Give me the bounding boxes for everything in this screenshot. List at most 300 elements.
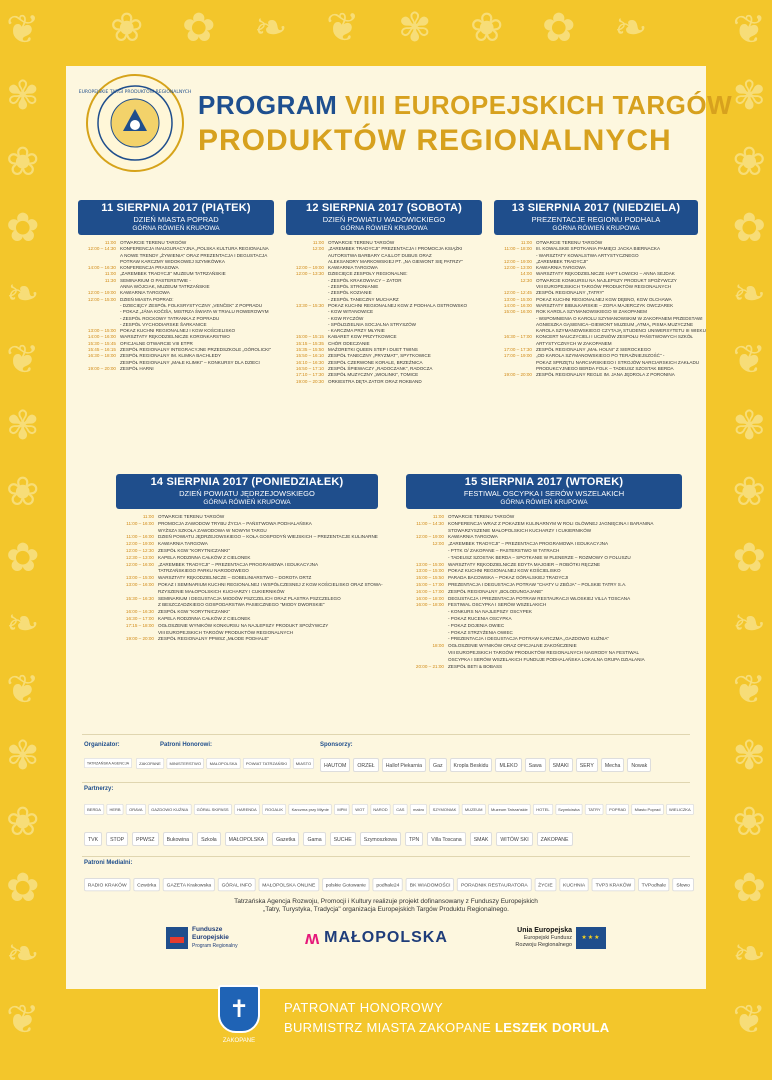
crest-label: ZAKOPANE [222, 1038, 256, 1044]
event-row [406, 548, 682, 555]
sponsor-logo: PPWSZ [132, 832, 158, 846]
event-row [406, 623, 682, 630]
sponsor-logo: ZAKOPANE [136, 758, 164, 769]
organizer-label: Organizator: [84, 742, 120, 748]
event-text: PARADA BACOWSKA – POKAZ GÓRALSKIEJ TRADYCJI [448, 575, 569, 581]
event-text: ROK KAROLA SZYMANOWSKIEGO W ZAKOPANEM [536, 309, 647, 315]
event-text: A NOWE TRENDY „ŻYWIENIA" ORAZ PREZENTACJA I DEGUSTACJA [120, 252, 268, 258]
event-row [406, 643, 682, 650]
media-label: Patroni Medialni: [84, 860, 133, 866]
event-time: 16:50 – 17:10 [295, 365, 324, 371]
sponsor-logo: POWIAT TATRZAŃSKI [243, 758, 291, 769]
sponsor-logo: TVPodhale [638, 878, 670, 891]
sponsor-logo: TATRZAŃSKA AGENCJA [84, 758, 132, 768]
sponsor-logo: Kropla Beskidu [450, 758, 493, 772]
sponsor-logo: Bukowina [163, 832, 194, 846]
sponsor-logo: PORADNIK RESTAURATORA [457, 878, 531, 891]
event-text: RZYSZENIE MAŁOPOLSKICH KUCHARZY I CUKIERNIKÓW [158, 588, 285, 594]
event-time: 14:00 – 16:00 [503, 302, 532, 308]
sponsor-logo: HERB [106, 804, 123, 815]
event-text: TATRZAŃSKIEGO PARKU NARODOWEGO [158, 568, 249, 574]
event-time: 13:00 – 16:00 [125, 581, 154, 587]
event-time: 11:00 – 18:00 [504, 246, 532, 252]
event-time: 13:30 – 15:30 [295, 302, 324, 308]
event-time [116, 568, 158, 575]
event-text: OTWARCIE TERENU TARGÓW [536, 240, 603, 245]
event-time: 15:15 – 15:35 [295, 340, 324, 346]
sponsor-logo: SUCHE [330, 832, 356, 846]
patrons-label: Patroni Honorowi: [160, 742, 212, 748]
event-text: ZESPÓŁ REGIONALNY „MAŁ HOLNI" Z SIEROCKEGO [536, 347, 651, 353]
sponsor-logo: GAZDOWO KUŹNIA [148, 804, 191, 815]
event-row [78, 366, 274, 372]
sponsor-logo: TATRY [585, 804, 604, 815]
event-text: POKAZ KUCHNI REGIONALNEJ KGW KOŚCIELISKO [448, 568, 561, 574]
event-row [116, 514, 378, 521]
event-text: KAPELA RODZINNA CAŁKÓW Z CIELONEK [158, 615, 251, 621]
event-text: AGNIESZKA GĄSIENICA–GIEWONT MUZEUM „ATMA„ PISMA MUZYCZNE [536, 321, 694, 327]
event-time [406, 555, 448, 562]
ornament-icon: ❦ [732, 997, 766, 1043]
event-time: 13:00 – 15:00 [415, 561, 444, 567]
sponsor-logo: ZAKOPANE [537, 832, 573, 846]
event-row [116, 548, 378, 555]
ornament-icon: ❦ [6, 7, 40, 53]
event-text: - ZESPÓŁ KOZIANIE [328, 290, 372, 296]
ornament-icon: ❧ [732, 271, 766, 317]
event-time: 11:00 [520, 240, 532, 245]
event-time: 11:00 [432, 514, 444, 519]
title-rest: VIII EUROPEJSKICH TARGÓW [345, 90, 733, 120]
event-text: „OD KAROLA SZYMANOWSKIEGO PO TERAŹNIEJSZOŚĆ" - [536, 353, 665, 359]
event-text: DEGUSTACJA I PREZENTACJA POTRAW RESTAURACJI WŁOSKIEJ VILLA TOSCANA [448, 595, 631, 601]
event-time [406, 528, 448, 535]
sponsor-logo: SZYMONIAK [430, 804, 460, 815]
sponsors-label: Sponsorzy: [320, 742, 353, 748]
event-row [406, 575, 682, 582]
event-row [116, 521, 378, 528]
event-time: 16:00 – 17:00 [415, 588, 444, 594]
event-text: - TADEUSZ SZOSTAK BERDA – SPOTKANIE W PLENERZE – ROZMOWY O FOLUSZU [448, 554, 631, 560]
malopolska-logo [305, 928, 448, 949]
sponsor-logo: Muzeum Tatrzańskie [488, 804, 531, 815]
ornament-icon: ✾ [732, 73, 766, 119]
ornament-icon: ✿ [732, 865, 766, 911]
event-time: 11:00 – 14:30 [416, 520, 444, 526]
event-text: ANNA WÓJCIAK, MUZEUM TATRZAŃSKIE [120, 284, 210, 290]
day-header [406, 474, 682, 509]
event-text: SEMINARIUM I DEGUSTACJA MIODÓW PSZCZELICH ORAZ PLASTRA PSZCZELEGO [158, 595, 341, 601]
event-text: SEMINARIUM O PASTERSTWIE - [120, 277, 191, 283]
event-row [116, 568, 378, 575]
ornament-icon: ❦ [6, 337, 40, 383]
day-title: 11 SIERPNIA 2017 (PIĄTEK) [101, 202, 251, 214]
svg-text:EUROPEJSKIE TARGI PRODUKTÓW RE: EUROPEJSKIE TARGI PRODUKTÓW REGIONALNYCH [78, 90, 192, 95]
event-row [406, 602, 682, 609]
divider [82, 856, 690, 857]
event-text: OGŁOSZENIE WYNIKÓW KONKURSU NA NAJLEPSZY PRODUKT SPOŻYWCZY [158, 622, 329, 628]
event-text: III. KOWALSKIE SPOTKANIA PAMIĘCI JACKA BIERNACKA [536, 246, 661, 252]
event-time: 19:00 – 20:00 [503, 372, 532, 378]
day-place: GÓRNA RÓWIEŃ KRUPOWA [552, 225, 640, 232]
event-text: OTWARCIE KONKURSU NA NAJLEPSZY PRODUKT SPOŻYWCZY [536, 277, 677, 283]
event-time: 11:00 [142, 514, 154, 519]
event-time: 12:00 – 19:00 [295, 265, 324, 271]
ornament-icon: ❧ [614, 5, 648, 51]
event-time: 16:00 – 16:30 [125, 609, 154, 615]
eu-flag-icon: ★★★ [576, 927, 606, 949]
day-subtitle: DZIEŃ POWIATU JĘDRZEJOWSKIEGO [179, 489, 315, 498]
ornament-icon: ❀ [6, 799, 40, 845]
event-row [116, 555, 378, 562]
day-title: 14 SIERPNIA 2017 (PONIEDZIAŁEK) [150, 476, 344, 488]
event-time [406, 616, 448, 623]
event-row [116, 596, 378, 603]
event-text: DZIEŃ MIASTA POPRAD: [120, 296, 174, 302]
fe-line1: Fundusze [192, 926, 223, 933]
event-text: - POKAZ STRZYŻENIA OWIEC [448, 629, 513, 635]
event-row [406, 534, 682, 541]
event-row [116, 575, 378, 582]
event-text: STOWARZYSZENIE MAŁOPOLSKICH KUCHARZY I CUKIERNIKÓW [448, 527, 592, 533]
funding-text [176, 898, 596, 914]
event-time: 15:45 – 16:15 [87, 347, 116, 353]
ornament-icon: ❦ [732, 667, 766, 713]
funding-text-line2: „Tatry, Turystyka, Tradycja" organizacja Europejskich Targów Produktu Regionalnego. [263, 906, 509, 913]
fe-flag-icon [166, 927, 188, 949]
partner-logos-row2 [84, 832, 573, 846]
event-time: 11:00 [104, 271, 116, 277]
event-text: „ZAREMBEK TRADYCJI" – PREZENTACJA PROGRAMOWA I EDUKACYJNA [158, 561, 319, 567]
event-text: KAWIARNIA TARGOWA [328, 265, 378, 271]
event-text: - KGW WITANOWICE [328, 309, 374, 315]
event-text: - KARCZMA PRZY MŁYNIE [328, 328, 385, 334]
event-time: 12:00 [432, 541, 444, 547]
event-text: „ZAREMBEK TRADYCJI" PREZENTACJA I PROMOCJA KSIĄŻKI [328, 246, 463, 252]
day-place: GÓRNA RÓWIEŃ KRUPOWA [203, 499, 291, 506]
event-text: DZIECIĘCE ZESPOŁY REGIONALNE: [328, 271, 408, 277]
event-time: 17:15 – 18:00 [125, 622, 154, 628]
event-time: 11:00 [104, 240, 116, 245]
event-text: POKAZ KUCHNI REGIONALNEJ I KGW KOŚCIELISKO [120, 328, 236, 334]
sponsor-logo: CAS [393, 804, 407, 815]
event-text: ZESPÓŁ REGIONALNY „MAŁE KLIMKI" – KONKURSY DLA DZIECI [120, 359, 260, 365]
event-text: KONCERT NAUCZYCIELI I UCZNIÓW ZESPOŁU PAŃSTWOWYCH SZKÓŁ [536, 334, 693, 340]
sponsor-logo: ORZEŁ [353, 758, 378, 772]
sponsor-logo: TVP3 KRAKÓW [592, 878, 635, 891]
fe-line2: Europejskie [192, 934, 229, 941]
event-time: 19:00 – 20:00 [125, 636, 154, 642]
sponsor-logo: RADIO KRAKÓW [84, 878, 130, 891]
malopolska-text: MAŁOPOLSKA [324, 929, 448, 946]
event-row [116, 602, 378, 609]
fundusze-europejskie-logo [166, 926, 238, 950]
event-time [406, 630, 448, 637]
sponsor-logo: Nowak [627, 758, 651, 772]
event-time: 12:00 – 13:30 [295, 271, 324, 277]
event-time [116, 602, 158, 609]
event-time: 15:30 – 16:30 [125, 595, 154, 601]
sponsor-logo: Gazetka [272, 832, 299, 846]
ornament-icon: ✾ [732, 403, 766, 449]
fe-line3: Program Regionalny [192, 943, 238, 949]
day-header [494, 200, 698, 235]
day-place: GÓRNA RÓWIEŃ KRUPOWA [132, 225, 220, 232]
event-time: 15:50 – 16:10 [295, 353, 324, 359]
event-text: ARTYSTYCZNYCH W ZAKOPANEM [536, 340, 612, 346]
event-text: KONFERENCJA WRAZ Z POKAZEM KULINARNYM W ROLI GŁÓWNEJ JAGNIĘCINA I BARANINA [448, 520, 654, 526]
event-row [406, 657, 682, 664]
day-column-tuesday [406, 474, 682, 670]
day-subtitle: DZIEŃ MIASTA POPRAD [133, 215, 219, 224]
event-text: - ZESPÓŁ TANECZNY MUCHARZ [328, 296, 399, 302]
sponsor-logo: MAŁOPOLSKA [225, 832, 268, 846]
event-list [116, 514, 383, 643]
event-time: 15:00 – 16:00 [503, 309, 532, 315]
partner-logos-row1 [84, 804, 694, 815]
event-text: KAWIARNIA TARGOWA [448, 534, 498, 540]
organizer-logos [84, 758, 132, 768]
event-row [116, 541, 378, 548]
day-column-friday [78, 200, 274, 372]
event-row [116, 636, 378, 643]
event-text: WYŻSZA SZKOŁA ZAWODOWA W NOWYM TARGU [158, 527, 267, 533]
event-row [406, 521, 682, 528]
sponsor-logo: NAROD [370, 804, 391, 815]
ornament-icon: ❦ [326, 5, 360, 51]
sponsor-logo: HARENDA [234, 804, 260, 815]
day-title: 13 SIERPNIA 2017 (NIEDZIELA) [511, 202, 681, 214]
event-time: 15:00 – 15:15 [295, 334, 324, 340]
ue-line1: Unia Europejska [517, 927, 572, 934]
sponsor-logo: HAUTOM [320, 758, 350, 772]
event-text: VIII EUROPEJSKICH TARGÓW PRODUKTÓW REGIONALNYCH NAGRODY NA FESTIWAL [448, 649, 640, 655]
event-text: „ZAREMBEK TRADYCJI" MUZEUM TATRZAŃSKIE [120, 271, 226, 277]
sponsor-logo: ŻYCIE [534, 878, 556, 891]
sponsor-logo: STOP [106, 832, 128, 846]
sponsor-logo: Szymoszkowa [360, 832, 401, 846]
ornament-icon: ✿ [6, 865, 40, 911]
ornament-icon: ❦ [732, 337, 766, 383]
divider [82, 734, 690, 735]
ornament-icon: ❧ [732, 601, 766, 647]
sponsor-logo: WITÓW SKI [496, 832, 532, 846]
event-text: - ZESPÓŁ VYCHODIARSKE ŠARKANICE [120, 321, 207, 327]
event-text: POKAZ SPRZĘTU NARCIARSKIEGO I STROJÓW NARCIARSKICH ZAKŁADU [536, 359, 700, 365]
patronat-title: BURMISTRZ MIASTA ZAKOPANE [284, 1020, 492, 1035]
event-text: - ZESPÓŁ ROCKOWY TATRANKA Z POPRADU [120, 315, 220, 321]
sponsor-logo: GAZETA Krakowska [163, 878, 215, 891]
ornament-icon: ✾ [398, 5, 432, 51]
sponsor-logo: BERDA [84, 804, 104, 815]
event-row [116, 609, 378, 616]
title-program-word: PROGRAM [198, 90, 338, 120]
malopolska-m-icon: ʍ [305, 927, 321, 948]
media-logos [84, 878, 694, 891]
sponsor-logo: MUZEUM [462, 804, 486, 815]
event-text: ZESPÓŁ CZERWONE KORALE, BRZEŹNICA [328, 359, 423, 365]
event-text: ORKIESTRA DĘTA ZATOR ORAZ ROKBAND [328, 378, 422, 384]
sponsor-logo: MINISTERSTWO [166, 758, 204, 769]
event-time [406, 609, 448, 616]
event-time [406, 623, 448, 630]
sponsor-logos [320, 758, 651, 772]
event-text: ZESPÓŁ REGIONALNY INTEGRACYJNE PRZEDSZKOLE „GÓROLICKI" [120, 347, 272, 353]
event-text: ZESPÓŁ BETI & BOBASS [448, 663, 503, 669]
ornament-icon: ✿ [182, 5, 216, 51]
event-time [406, 657, 448, 664]
day-place: GÓRNA RÓWIEŃ KRUPOWA [500, 499, 588, 506]
event-time: 20:00 – 21:00 [415, 663, 444, 669]
page-title-line1 [198, 90, 732, 121]
patronat-person: LESZEK DORULA [495, 1020, 610, 1035]
event-text: CHÓR ODECZANIE [328, 340, 370, 346]
event-row [286, 379, 482, 385]
event-time: 12:00 – 12:30 [125, 547, 154, 553]
ornament-icon: ❧ [254, 5, 288, 51]
event-text: ZESPÓŁ TANECZNY „PRYZMAT", SPYTKOWICE [328, 353, 431, 359]
sponsor-logo: SMAKI [549, 758, 573, 772]
day-column-saturday [286, 200, 482, 385]
ornament-icon: ❧ [6, 601, 40, 647]
event-row [406, 582, 682, 589]
sponsor-logo: POPRAD [606, 804, 629, 815]
event-text: POTRAW KARCZMY WIDOKOWEJ SZYMKÓWKA [120, 258, 225, 264]
event-row [116, 589, 378, 596]
event-time: 16:30 – 18:00 [87, 353, 116, 359]
sponsor-logo: Szkoła [197, 832, 221, 846]
event-time: 17:00 – 19:00 [503, 353, 532, 359]
event-time: 19:00 – 20:30 [295, 378, 324, 384]
event-text: WARSZTATY RĘKODZIELNICZE KORONKARSTWO [120, 334, 230, 340]
ornament-icon: ✿ [542, 5, 576, 51]
sponsor-logo: polskie Gotowanie [322, 878, 370, 891]
event-text: OFICJALNE OTWARCIE VIII ETPR [120, 340, 193, 346]
event-time: 12:00 – 19:00 [415, 534, 444, 540]
event-text: KONFERENCJA INAUGURACYJNA „POLSKA KULTURA REGIONALNA [120, 246, 269, 252]
event-text: ZESPÓŁ HARNI [120, 365, 154, 371]
sponsor-logo: KUCHNIA [559, 878, 589, 891]
event-time: 15:30 – 15:45 [87, 340, 116, 346]
event-text: - WARSZTATY KOWALSTWA ARTYSTYCZNEGO [536, 252, 639, 258]
zakopane-crest-icon: ✝ [218, 985, 260, 1033]
event-time: 13:00 – 15:00 [125, 575, 154, 581]
event-time: 12:00 [312, 246, 324, 252]
event-text: KAWIARNIA TARGOWA [158, 541, 208, 547]
sponsor-logo: ORAVA [126, 804, 146, 815]
event-time: 11:00 [312, 240, 324, 245]
event-text: KAWIARNIA TARGOWA [120, 290, 170, 296]
sponsor-logo: Miasto Poprad [632, 804, 664, 815]
event-row [406, 514, 682, 521]
event-text: WARSZTATY RĘKODZIELNICZE HAFT ŁOWICKI – ANNA SEJDAK [536, 271, 675, 277]
sponsor-logo: SERY [576, 758, 598, 772]
sponsor-logo: Gama [303, 832, 325, 846]
ornament-icon: ❀ [6, 139, 40, 185]
event-time: 16:30 – 17:00 [503, 334, 532, 340]
event-time: 18:00 [432, 643, 444, 649]
event-time: 12:00 – 14:30 [87, 246, 116, 252]
ornament-icon: ✾ [732, 733, 766, 779]
event-text: „ZAREMBEK TRADYCJI" [536, 258, 589, 264]
event-text: OTWARCIE TERENU TARGÓW [120, 240, 187, 245]
ornament-icon: ✿ [6, 535, 40, 581]
event-text: ZESPÓŁ REGIONALNY „BOLODUNGAJANE" [448, 588, 543, 594]
ornament-icon: ✾ [6, 403, 40, 449]
ornament-icon: ❦ [732, 7, 766, 53]
ornament-icon: ❧ [6, 931, 40, 977]
day-place: GÓRNA RÓWIEŃ KRUPOWA [340, 225, 428, 232]
event-row [116, 534, 378, 541]
ue-line2: Europejski Fundusz [523, 935, 572, 941]
ornament-icon: ❧ [6, 271, 40, 317]
event-row [406, 650, 682, 657]
ornament-icon: ❀ [732, 799, 766, 845]
event-time: 13:00 – 15:00 [87, 328, 116, 334]
event-text: POKAZ I SEMINARIUM KUCHNI REGIONALNEJ I WSPÓŁCZESNEJ Z KGW KOŚCIELISKO ORAZ STOWA- [158, 581, 383, 587]
event-text: OTWARCIE TERENU TARGÓW [328, 240, 395, 245]
event-time: 16:00 – 18:00 [415, 595, 444, 601]
event-time: 17:10 – 17:30 [295, 372, 324, 378]
sponsor-logo: Szymkówka [555, 804, 583, 815]
ornament-icon: ✿ [732, 205, 766, 251]
event-list [286, 240, 482, 385]
event-row [116, 581, 383, 589]
day-header [286, 200, 482, 235]
event-time: 14:00 [520, 271, 532, 277]
event-time: 13:00 – 15:00 [415, 568, 444, 574]
ornament-icon: ❦ [6, 997, 40, 1043]
event-time: 19:00 – 20:00 [87, 365, 116, 371]
event-text: - POKAZ RUCENIA OSCYPKA [448, 615, 512, 621]
event-time: 12:00 – 13:00 [503, 265, 532, 271]
ornament-icon: ✾ [6, 73, 40, 119]
day-subtitle: FESTIWAL OSCYPKA I SERÓW WSZELAKICH [463, 489, 625, 498]
event-time: 15:35 – 15:50 [295, 347, 324, 353]
fair-logo [78, 74, 192, 172]
event-text: - PTTK O/ ZAKOPANE – PASTERSTWO W TATRACH [448, 547, 560, 553]
event-list [494, 240, 706, 379]
funding-logos [166, 926, 606, 950]
sponsor-logo: Hallof Piekarnia [382, 758, 426, 772]
day-title: 12 SIERPNIA 2017 (SOBOTA) [306, 202, 462, 214]
program-panel [66, 66, 733, 989]
event-text: PRODUKCYJNEGO BERDA FOLK – TADEUSZ SZOSTAK BERDA [536, 365, 674, 371]
event-time: 16:00 – 18:00 [415, 602, 444, 608]
event-time: 14:00 – 16:30 [87, 265, 116, 271]
event-text: - PREZENTACJA I DEGUSTACJA POTRAW KARCZMA „GAZDOWO KUŹNIA" [448, 636, 610, 642]
event-row [406, 664, 682, 671]
event-text: KABARET KGW PRZYTKOWICE [328, 334, 397, 340]
event-time: 11:00 – 16:00 [126, 520, 154, 526]
event-text: ZESPÓŁ REGIONALNY PPWSZ „MŁODE PODHALE" [158, 636, 270, 642]
event-text: - POKAZ DOJENIA OWIEC [448, 622, 505, 628]
event-text: KONFERENCJA PRASOWA [120, 265, 179, 271]
event-row [406, 555, 682, 562]
event-time [406, 548, 448, 555]
ornament-icon: ❧ [732, 931, 766, 977]
day-column-monday [116, 474, 383, 643]
event-text: - ZESPÓŁ KRAKOWIACY – ZATOR [328, 277, 402, 283]
patron-logos [136, 758, 314, 769]
sponsor-logo: Villa Toscana [427, 832, 465, 846]
fair-logo-emblem-icon [78, 83, 192, 163]
event-time: 17:00 – 17:30 [503, 347, 532, 353]
event-text: ZESPÓŁ REGIONALNY „TATRY" [536, 290, 605, 296]
event-text: DZIEŃ POWIATU JĘDRZEJOWSKIEGO – KOŁA GOSPODYŃ WIEJSKICH – PREZENTACJE KULINARNE [158, 534, 378, 540]
event-text: AUTORSTWA BARBARY CAILLOT DUBUS ORAZ [328, 252, 432, 258]
event-text: - WSPOMNIENIA O KAROLU SZYMANOWSKIM W ZAKOPANEM PRZEDSTAWI [536, 315, 703, 321]
